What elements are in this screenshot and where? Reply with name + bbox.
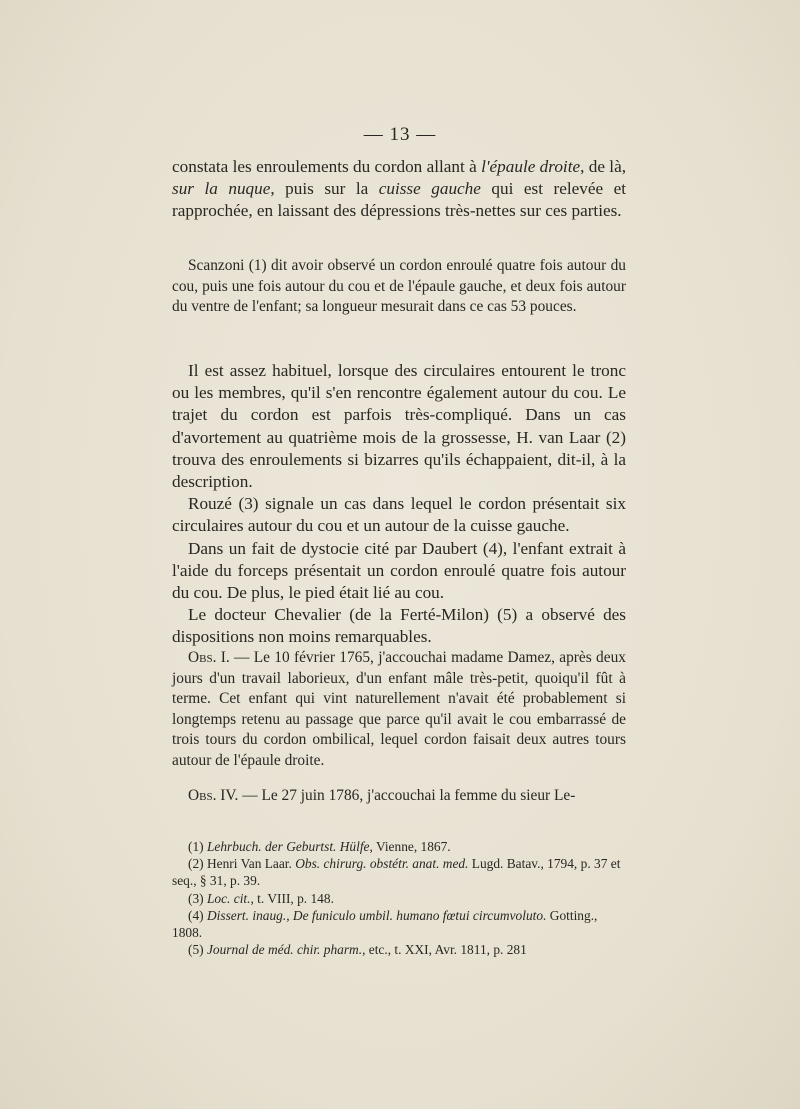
footnote: (1) Lehrbuch. der Geburtst. Hülfe, Vienne, 1867. [188,839,451,854]
paragraph: Dans un fait de dystocie cité par Daubert (4), l'enfant extrait à l'aide du forceps présentait un cordon enroulé quatre fois autour du cou. De plus, le pied était lié au cou. [172,538,626,603]
observation-1: Obs. I. — Le 10 février 1765, j'accouchai madame Damez, après deux jours d'un travail laborieux, d'un enfant mâle très-petit, quoiqu'il fût à terme. Cet enfant qui vint naturellement n'avait été probablement si longtemps retenu au passage que parce qu'il avait le cou embarrassé de trois tours du cordon ombilical, lequel cordon faisait deux autres tours autour de l'épaule droite. [172,649,626,769]
observation-label: Obs. IV. [188,787,239,804]
paragraph: Il est assez habituel, lorsque des circulaires entourent le tronc ou les membres, qu'il s'en rencontre également autour du cou. Le trajet du cordon est parfois très-compliqué. Dans un cas d'avortement au quatrième mois de la grossesse, H. van Laar (2) trouva des enroulements si bizarres qu'ils échappaient, dit-il, à la description. [172,361,626,492]
observation-4: Obs. IV. — Le 27 juin 1786, j'accouchai la femme du sieur Le- [188,787,576,804]
continuation-paragraph: constata les enroulements du cordon allant à l'épaule droite, de là, sur la nuque, puis sur la cuisse gauche qui est relevée et rapprochée, en laissant des dépressions très-nettes sur ces parties. [172,157,627,221]
observation-label: Obs. I. [188,649,230,666]
footnote: (4) Dissert. inaug., De funiculo umbil. humano fœtui circumvoluto. Gotting., 1808. [172,907,598,941]
paragraph: Rouzé (3) signale un cas dans lequel le cordon présentait six circulaires autour du cou et un autour de la cuisse gauche. [172,494,626,536]
footnote: (2) Henri Van Laar. Obs. chirurg. obstétr. anat. med. Lugd. Batav., 1794, p. 37 et seq., § 31, p. 39. [172,856,621,889]
page-number: — 13 — [363,124,437,145]
main-paragraphs [172,360,626,649]
paragraph: Le docteur Chevalier (de la Ferté-Milon) (5) a observé des dispositions non moins remarquables. [172,605,626,647]
footnote: (3) Loc. cit., t. VIII, p. 148. [188,890,334,906]
footnotes [172,838,626,958]
scanzoni-paragraph: Scanzoni (1) dit avoir observé un cordon enroulé quatre fois autour du cou, puis une fois autour du cou et de l'épaule gauche, et deux fois autour du ventre de l'enfant; sa longueur mesurait dans ce cas 53 pouces. [172,257,626,316]
footnote: (5) Journal de méd. chir. pharm., etc., t. XXI, Avr. 1811, p. 281 [188,942,527,958]
